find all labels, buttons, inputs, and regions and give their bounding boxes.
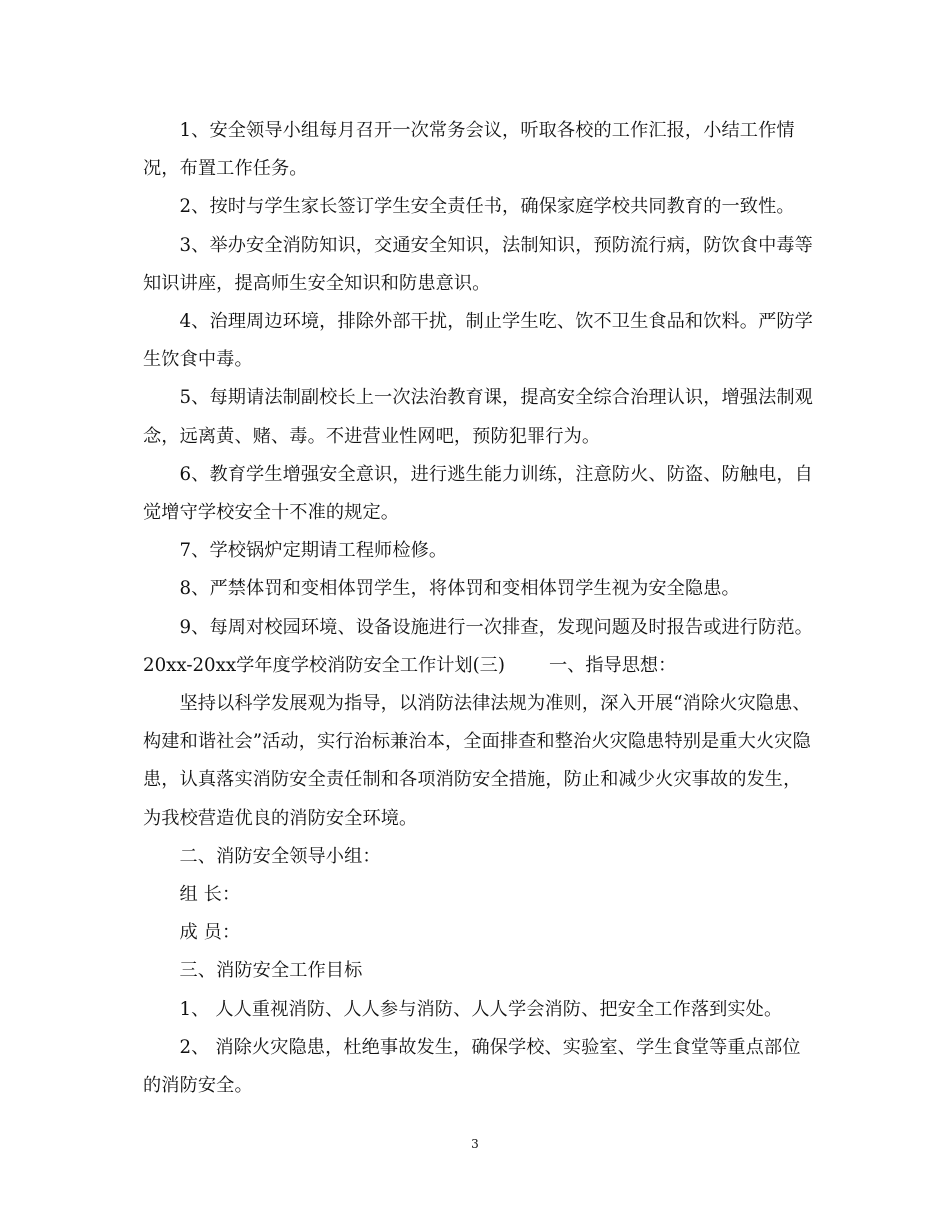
- paragraph: 7、学校锅炉定期请工程师检修。: [179, 540, 448, 562]
- paragraph: 5、每期请法制副校长上一次法治教育课，提高安全综合治理认识，增强法制观念，远离黄、赌、毒。不进营业性网吧，预防犯罪行为。: [143, 387, 813, 447]
- paragraph: 1、安全领导小组每月召开一次常务会议，听取各校的工作汇报，小结工作情况，布置工作任务。: [143, 120, 795, 180]
- paragraph: 坚持以科学发展观为指导，以消防法律法规为准则，深入开展“消除火灾隐患、构建和谐社会”活动，实行治标兼治本，全面排查和整治火灾隐患特别是重大火灾隐患，认真落实消防安全责任制和各项消防安全措施，防止和减少火灾事故的发生，为我校营造优良的消防安全环境。: [143, 693, 811, 829]
- section-heading: 一、指导思想：: [548, 654, 677, 676]
- document-body: [143, 112, 815, 1105]
- paragraph: 9、每周对校园环境、设备设施进行一次排查，发现问题及时报告或进行防范。: [179, 616, 813, 638]
- form-field-label: 成 员：: [179, 922, 241, 944]
- paragraph: 2、 消除火灾隐患，杜绝事故发生，确保学校、实验室、学生食堂等重点部位的消防安全。: [143, 1036, 801, 1097]
- paragraph: 4、治理周边环境，排除外部干扰，制止学生吃、饮不卫生食品和饮料。严防学生饮食中毒。: [143, 311, 813, 371]
- section-heading: 二、消防安全领导小组：: [179, 845, 381, 867]
- paragraph: 6、教育学生增强安全意识，进行逃生能力训练，注意防火、防盗、防触电，自觉增守学校安全十不准的规定。: [143, 463, 813, 524]
- paragraph: 1、 人人重视消防、人人参与消防、人人学会消防、把安全工作落到实处。: [179, 998, 783, 1020]
- section-heading: 三、消防安全工作目标: [179, 960, 363, 982]
- page-number: 3: [471, 1137, 479, 1151]
- paragraph: 3、举办安全消防知识，交通安全知识，法制知识，预防流行病，防饮食中毒等知识讲座，提高师生安全知识和防患意识。: [143, 234, 813, 294]
- form-field-label: 组 长：: [179, 884, 241, 906]
- paragraph: 2、按时与学生家长签订学生安全责任书，确保家庭学校共同教育的一致性。: [179, 196, 795, 218]
- plan-title: 20xx-20xx学年度学校消防安全工作计划(三): [143, 654, 505, 676]
- plan-title-line: [143, 647, 815, 685]
- paragraph: 8、严禁体罚和变相体罚学生，将体罚和变相体罚学生视为安全隐患。: [179, 578, 740, 600]
